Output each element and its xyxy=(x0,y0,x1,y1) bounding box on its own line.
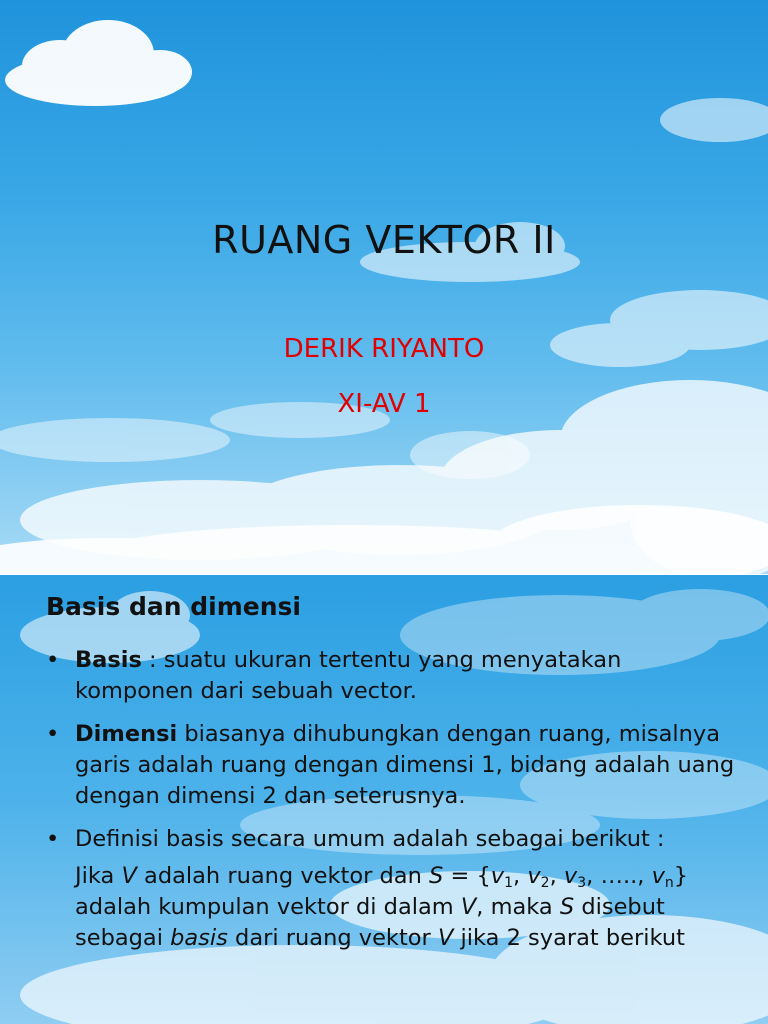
term-basis: Basis xyxy=(75,647,142,673)
bullet-icon: • xyxy=(46,721,60,747)
slide-2 xyxy=(0,575,768,1024)
dimensi-text: biasanya dihubungkan dengan ruang, misalnya garis adalah ruang dengan dimensi 1, bidang adalah uang dengan dimensi 2 dan seterusnya. xyxy=(75,721,735,809)
definition-paragraph: Jika V adalah ruang vektor dan $S = \{v_1$, $v_2$, $v_3$, ….., $v_n$} adalah kumpulan vektor di dalam V, maka S disebut sebagai basis dari ruang vektor V jika 2 syarat berikut xyxy=(75,863,689,951)
bullet-basis xyxy=(46,645,746,707)
slide-title: RUANG VEKTOR II xyxy=(212,218,556,262)
bullet-dimensi xyxy=(46,719,746,812)
slide-body xyxy=(46,645,746,954)
term-dimensi: Dimensi xyxy=(75,721,178,747)
bullet-definisi xyxy=(46,824,746,855)
basis-text: : suatu ukuran tertentu yang menyatakan komponen dari sebuah vector. xyxy=(75,647,622,704)
bullet-icon: • xyxy=(46,647,60,673)
class-label: XI-AV 1 xyxy=(337,389,431,419)
definisi-text: Definisi basis secara umum adalah sebagai berikut : xyxy=(75,826,665,852)
section-heading: Basis dan dimensi xyxy=(46,592,301,621)
author-name: DERIK RIYANTO xyxy=(283,334,485,364)
bullet-icon: • xyxy=(46,826,60,852)
